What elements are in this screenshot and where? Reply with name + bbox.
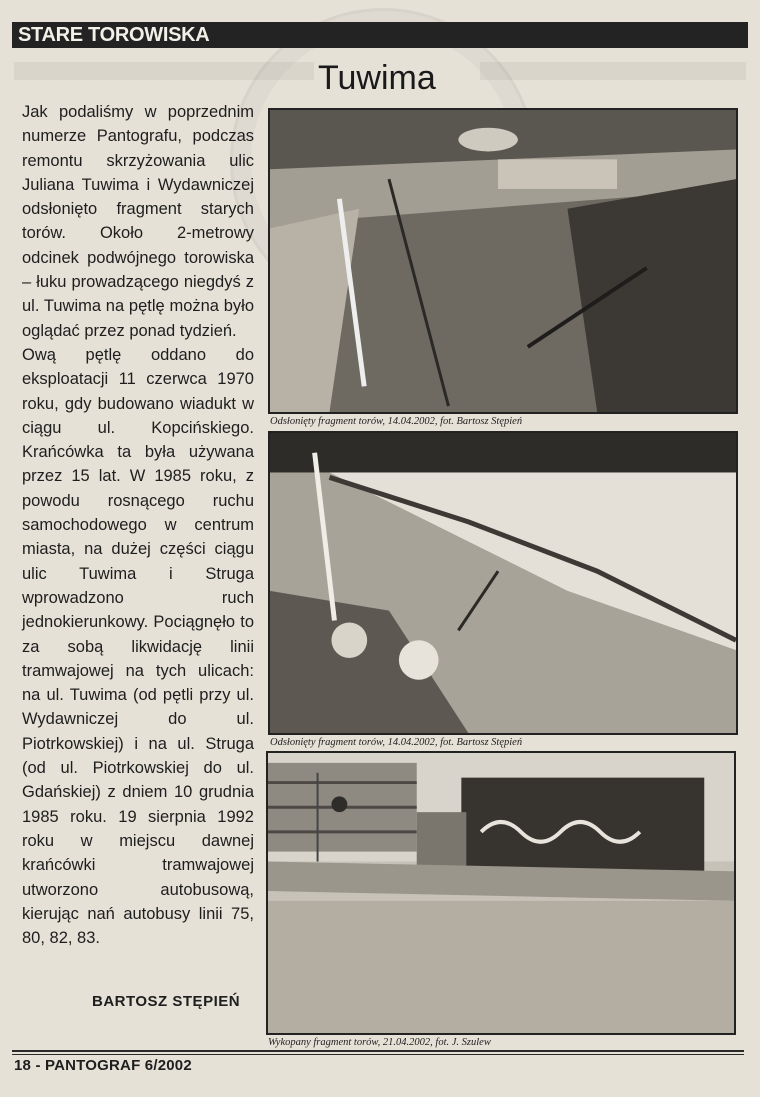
article-paragraph: Jak podaliśmy w poprzednim numerze Pantografu, podczas remontu skrzyżowania ulic Juliana Tuwima i Wydawniczej odsłonięto fragment starych torów. Około 2-metrowy odcinek podwójnego torowiska – łuku prowadzącego niegdyś z ul. Tuwima na pętlę można było oglądać przez ponad tydzień. (22, 103, 254, 340)
page-footer: 18 - PANTOGRAF 6/2002 (14, 1057, 192, 1074)
photo-caption: Odsłonięty fragment torów, 14.04.2002, fot. Bartosz Stępień (270, 416, 523, 427)
photo-excavated-tracks-2 (268, 431, 738, 735)
article-author: BARTOSZ STĘPIEŃ (92, 993, 241, 1010)
bleed-through-shading (480, 62, 746, 80)
photo-caption: Odsłonięty fragment torów, 14.04.2002, fot. Bartosz Stępień (270, 737, 523, 748)
footer-rule-thin (12, 1054, 744, 1055)
article-title: Tuwima (318, 59, 436, 97)
footer-rule (12, 1050, 744, 1052)
article-body (22, 100, 254, 950)
photo-caption: Wykopany fragment torów, 21.04.2002, fot. J. Szulew (268, 1037, 491, 1048)
article-paragraph: Ową pętlę oddano do eksploatacji 11 czerwca 1970 roku, gdy budowano wiadukt w ciągu ul. Kopcińskiego. Krańcówka ta była używana przez 15 lat. W 1985 roku, z powodu rosnącego ruchu samochodowego w centrum miasta, na dużej części ciągu ulic Tuwima i Struga wprowadzono ruch jednokierunkowy. Pociągnęło to za sobą likwidację linii tramwajowej na tych ulicach: na ul. Tuwima (od pętli przy ul. Wydawniczej do ul. Piotrkowskiej) i na ul. Struga (od ul. Piotrkowskiej do ul. Gdańskiej) z dniem 10 grudnia 1985 roku. 19 sierpnia 1992 roku w miejscu dawnej krańcówki tramwajowej utworzono autobusową, kierując nań autobusy linii 75, 80, 82, 83. (22, 345, 254, 948)
section-label: STARE TOROWISKA (18, 24, 210, 46)
photo-excavated-tracks-1 (268, 108, 738, 414)
bleed-through-shading (14, 62, 314, 80)
photo-excavated-tracks-3 (266, 751, 736, 1035)
